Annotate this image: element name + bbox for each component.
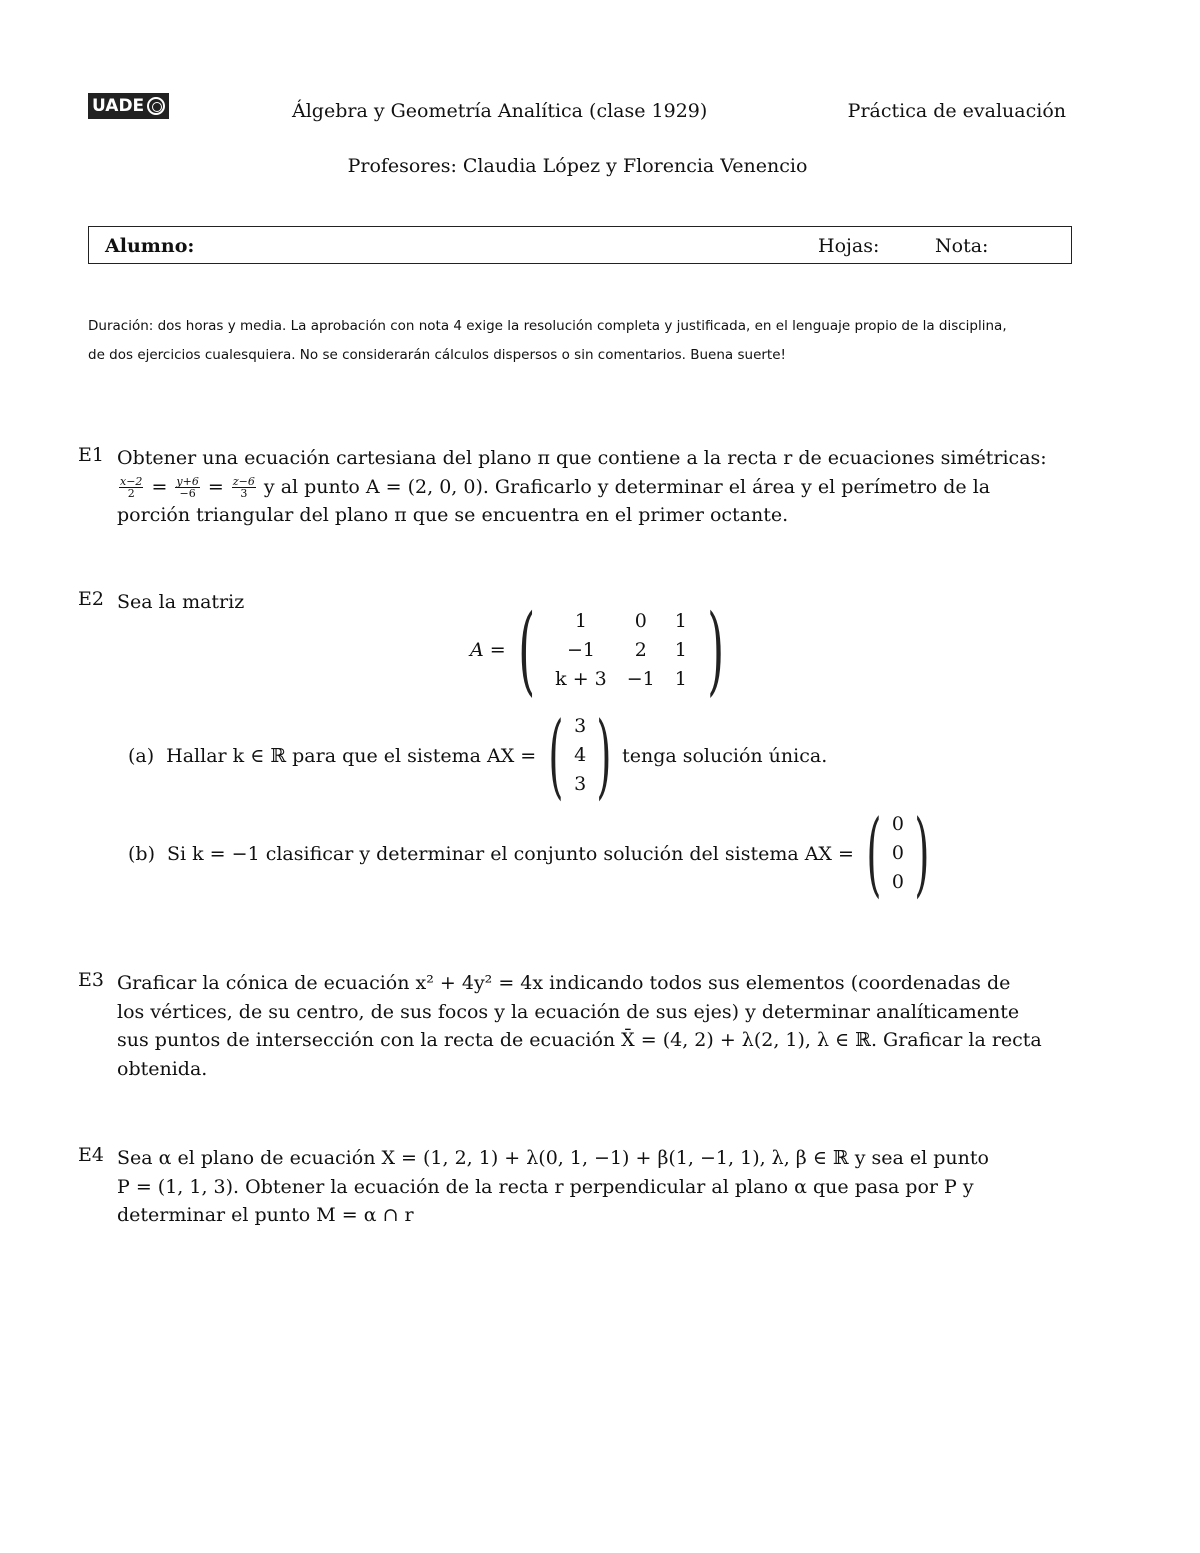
matrix-a-table [545,606,697,693]
matrix-cell: 0 [634,609,647,632]
e2-a-label: (a) [128,744,155,767]
e2-b-text: Si k = −1 clasificar y determinar el conjunto solución del sistema AX = [167,842,854,865]
exercise-2-intro: Sea la matriz [117,591,245,613]
e2-a-text: Hallar k ∈ ℝ para que el sistema AX = [166,744,537,767]
e1-line-1: Obtener una ecuación cartesiana del plano π que contiene a la recta r de ecuaciones simétricas: [117,447,1047,469]
e2-b-label: (b) [128,842,155,865]
vector-entry: 0 [891,842,904,864]
matrix-cell: 1 [674,609,687,632]
right-paren-icon: ) [707,593,725,706]
exercise-2-label: E2 [78,588,104,610]
matrix-cell: 1 [574,609,587,632]
e2-a-vector [574,712,586,799]
matrix-cell: −1 [566,638,595,661]
professors-line: Profesores: Claudia López y Florencia Venencio [347,155,808,177]
e4-line-2: P = (1, 1, 3). Obtener la ecuación de la recta r perpendicular al plano α que pasa por P y [117,1175,974,1198]
left-paren-icon: ( [548,701,564,809]
student-label: Alumno: [105,235,195,257]
left-paren-icon: ( [517,593,535,706]
matrix-cell: 1 [674,667,687,690]
exercise-4-body [117,1144,1067,1230]
e2-item-a [128,701,828,809]
instructions-line-2: de dos ejercicios cualesquiera. No se considerarán cálculos dispersos o sin comentarios. Buena suerte! [88,347,786,363]
vector-entry: 3 [574,715,587,737]
e3-line-2: los vértices, de su centro, de sus focos y la ecuación de sus ejes) y determinar analíticamente [117,1000,1020,1023]
logo-text: UADE [92,96,145,116]
e2-a-tail: tenga solución única. [622,744,828,767]
e3-line-4: obtenida. [117,1057,208,1080]
e2-item-b [128,799,940,907]
matrix-cell: 2 [634,638,647,661]
matrix-cell: k + 3 [555,667,607,690]
practice-title: Práctica de evaluación [847,100,1066,122]
e3-line-1: Graficar la cónica de ecuación x² + 4y² = 4x indicando todos sus elementos (coordenadas de [117,972,1011,994]
exercise-3-body [117,969,1067,1083]
vector-entry: 4 [574,744,587,766]
grade-label: Nota: [935,235,989,257]
e1-line-3: porción triangular del plano π que se encuentra en el primer octante. [117,504,789,526]
matrix-a [470,593,734,706]
exercise-1-label: E1 [78,444,104,466]
course-title: Álgebra y Geometría Analítica (clase 1929) [292,100,708,122]
instructions [88,312,1078,370]
exercise-3-label: E3 [78,969,104,991]
matrix-cell: 1 [674,638,687,661]
e4-line-1: Sea α el plano de ecuación X = (1, 2, 1) + λ(0, 1, −1) + β(1, −1, 1), λ, β ∈ ℝ y sea el punto [117,1147,989,1169]
e1-fraction-z: $\frac{z-6}{3}$ [232,475,255,500]
exercise-4-label: E4 [78,1144,104,1166]
e2-b-vector [892,810,904,897]
left-paren-icon: ( [866,799,882,907]
matrix-a-name: A = [470,638,506,661]
e4-line-3: determinar el punto M = α ∩ r [117,1204,414,1226]
e1-line-2-text: y al punto A = (2, 0, 0). Graficarlo y determinar el área y el perímetro de la [263,475,991,498]
vector-entry: 0 [891,871,904,893]
seal-icon [147,97,165,115]
e1-line-2: $\frac{x-2}{2}$ = $\frac{y+6}{-6}$ = $\frac{z-6}{3}$ y al punto A = (2, 0, 0). Graficarlo y determinar el área y el perímetro de la [120,475,991,500]
matrix-cell: −1 [626,667,655,690]
e1-fraction-x: $\frac{x-2}{2}$ [120,475,143,500]
vector-entry: 3 [574,773,587,795]
right-paren-icon: ) [914,799,930,907]
right-paren-icon: ) [596,701,612,809]
student-info-box [88,226,1072,264]
exercise-1-body [117,444,1067,530]
instructions-line-1: Duración: dos horas y media. La aprobación con nota 4 exige la resolución completa y justificada, en el lenguaje propio de la disciplina, [88,318,1007,334]
sheets-label: Hojas: [818,235,880,257]
vector-entry: 0 [891,813,904,835]
uade-logo [88,93,178,119]
e1-fraction-y: $\frac{y+6}{-6}$ [176,475,199,500]
e3-line-3: sus puntos de intersección con la recta de ecuación X̄ = (4, 2) + λ(2, 1), λ ∈ ℝ. Graficar la recta [117,1029,1042,1051]
